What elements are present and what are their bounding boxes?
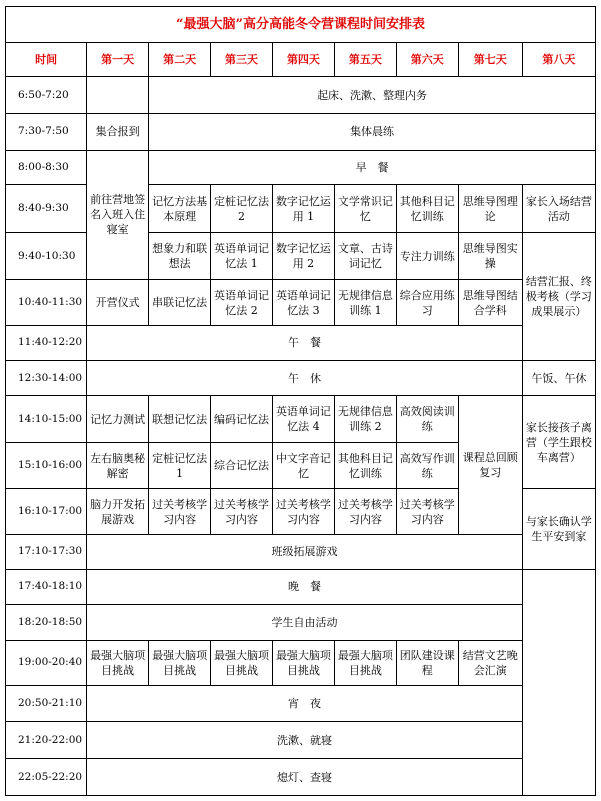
time-slot: 7:30-7:50: [6, 114, 87, 151]
cell-course: 其他科目记忆训练: [334, 443, 396, 489]
time-slot: 21:20-22:00: [6, 722, 87, 759]
cell-wake: 起床、洗漱、整理内务: [149, 77, 596, 114]
header-day-3: 第三天: [211, 42, 273, 77]
cell-course: 文学常识记忆: [334, 185, 396, 233]
cell-course: 中文字音记忆: [272, 443, 334, 489]
time-slot: 10:40-11:30: [6, 280, 87, 326]
cell-course: 团队建设课程: [396, 640, 458, 685]
cell-course: 英语单词记忆法 1: [211, 233, 273, 280]
cell-course: 脑力开发拓展游戏: [87, 489, 149, 535]
cell-course: 最强大脑项目挑战: [272, 640, 334, 685]
cell-day1-dorm: 前往营地签名入班入住寝室: [87, 150, 149, 279]
cell-course: 数字记忆运用 2: [272, 233, 334, 280]
cell-course: 综合应用练习: [396, 280, 458, 326]
cell-course: 综合记忆法: [211, 443, 273, 489]
cell-opening: 开营仪式: [87, 280, 149, 326]
time-slot: 6:50-7:20: [6, 77, 87, 114]
header-day-7: 第七天: [458, 42, 522, 77]
cell-confirm: 与家长确认学生平安到家: [522, 489, 595, 570]
cell-course: 英语单词记忆法 4: [272, 396, 334, 443]
cell-course: 最强大脑项目挑战: [211, 640, 273, 685]
cell-course: 记忆方法基本原理: [149, 185, 211, 233]
cell-course: 文章、古诗词记忆: [334, 233, 396, 280]
time-slot: 19:00-20:40: [6, 640, 87, 685]
cell-day8-lunch: 午饭、午休: [522, 360, 595, 396]
cell-course: 定桩记忆法 2: [211, 185, 273, 233]
cell-lunch: 午 餐: [87, 326, 522, 361]
cell-course: 记忆力测试: [87, 396, 149, 443]
cell-course: 最强大脑项目挑战: [334, 640, 396, 685]
cell-dinner: 晚 餐: [87, 569, 522, 605]
time-slot: 8:00-8:30: [6, 150, 87, 185]
cell-lights: 熄灯、查寝: [87, 759, 522, 796]
header-day-4: 第四天: [272, 42, 334, 77]
cell-course: 思维导图实操: [458, 233, 522, 280]
cell-pickup: 家长接孩子离营（学生跟校车离营）: [522, 396, 595, 489]
cell-snack: 宵 夜: [87, 685, 522, 722]
cell-empty: [87, 77, 149, 114]
schedule-title: “最强大脑”高分高能冬令营课程时间安排表: [6, 7, 596, 43]
header-time: 时间: [6, 42, 87, 77]
cell-course: 结营文艺晚会汇演: [458, 640, 522, 685]
cell-checkin: 集合报到: [87, 114, 149, 151]
cell-course: 联想记忆法: [149, 396, 211, 443]
cell-course: 串联记忆法: [149, 280, 211, 326]
cell-course: 英语单词记忆法 2: [211, 280, 273, 326]
cell-course: 英语单词记忆法 3: [272, 280, 334, 326]
cell-course: 家长入场结营活动: [522, 185, 595, 233]
header-day-2: 第二天: [149, 42, 211, 77]
cell-wash: 洗漱、就寝: [87, 722, 522, 759]
cell-class-games: 班级拓展游戏: [87, 534, 522, 569]
time-slot: 17:10-17:30: [6, 534, 87, 569]
time-slot: 22:05-22:20: [6, 759, 87, 796]
cell-course: 过关考核学习内容: [149, 489, 211, 535]
time-slot: 16:10-17:00: [6, 489, 87, 535]
header-day-8: 第八天: [522, 42, 595, 77]
cell-course: 无规律信息训练 2: [334, 396, 396, 443]
cell-course: 过关考核学习内容: [211, 489, 273, 535]
schedule-table: [5, 6, 596, 796]
header-day-6: 第六天: [396, 42, 458, 77]
cell-course: 高效写作训练: [396, 443, 458, 489]
time-slot: 9:40-10:30: [6, 233, 87, 280]
cell-course: 数字记忆运用 1: [272, 185, 334, 233]
cell-closing-report: 结营汇报、终极考核（学习成果展示）: [522, 233, 595, 360]
cell-course: 左右脑奥秘解密: [87, 443, 149, 489]
cell-breakfast: 早 餐: [149, 150, 596, 185]
time-slot: 11:40-12:20: [6, 326, 87, 361]
cell-empty: [522, 569, 595, 795]
time-slot: 14:10-15:00: [6, 396, 87, 443]
cell-nap: 午 休: [87, 360, 522, 396]
cell-course: 思维导图结合学科: [458, 280, 522, 326]
cell-course: 定桩记忆法 1: [149, 443, 211, 489]
cell-course: 其他科目记忆训练: [396, 185, 458, 233]
time-slot: 17:40-18:10: [6, 569, 87, 605]
cell-course: 编码记忆法: [211, 396, 273, 443]
cell-course: 思维导图理论: [458, 185, 522, 233]
cell-course: 最强大脑项目挑战: [87, 640, 149, 685]
cell-course: 过关考核学习内容: [396, 489, 458, 535]
cell-course: 无规律信息训练 1: [334, 280, 396, 326]
cell-course: 专注力训练: [396, 233, 458, 280]
header-day-1: 第一天: [87, 42, 149, 77]
cell-course: 过关考核学习内容: [272, 489, 334, 535]
cell-morning-exercise: 集体晨练: [149, 114, 596, 151]
cell-course: 过关考核学习内容: [334, 489, 396, 535]
time-slot: 15:10-16:00: [6, 443, 87, 489]
time-slot: 18:20-18:50: [6, 605, 87, 641]
cell-free: 学生自由活动: [87, 605, 522, 641]
cell-course: 想象力和联想法: [149, 233, 211, 280]
cell-course: 最强大脑项目挑战: [149, 640, 211, 685]
time-slot: 12:30-14:00: [6, 360, 87, 396]
header-day-5: 第五天: [334, 42, 396, 77]
time-slot: 20:50-21:10: [6, 685, 87, 722]
cell-course: 高效阅读训练: [396, 396, 458, 443]
cell-review: 课程总回顾复习: [458, 396, 522, 535]
time-slot: 8:40-9:30: [6, 185, 87, 233]
